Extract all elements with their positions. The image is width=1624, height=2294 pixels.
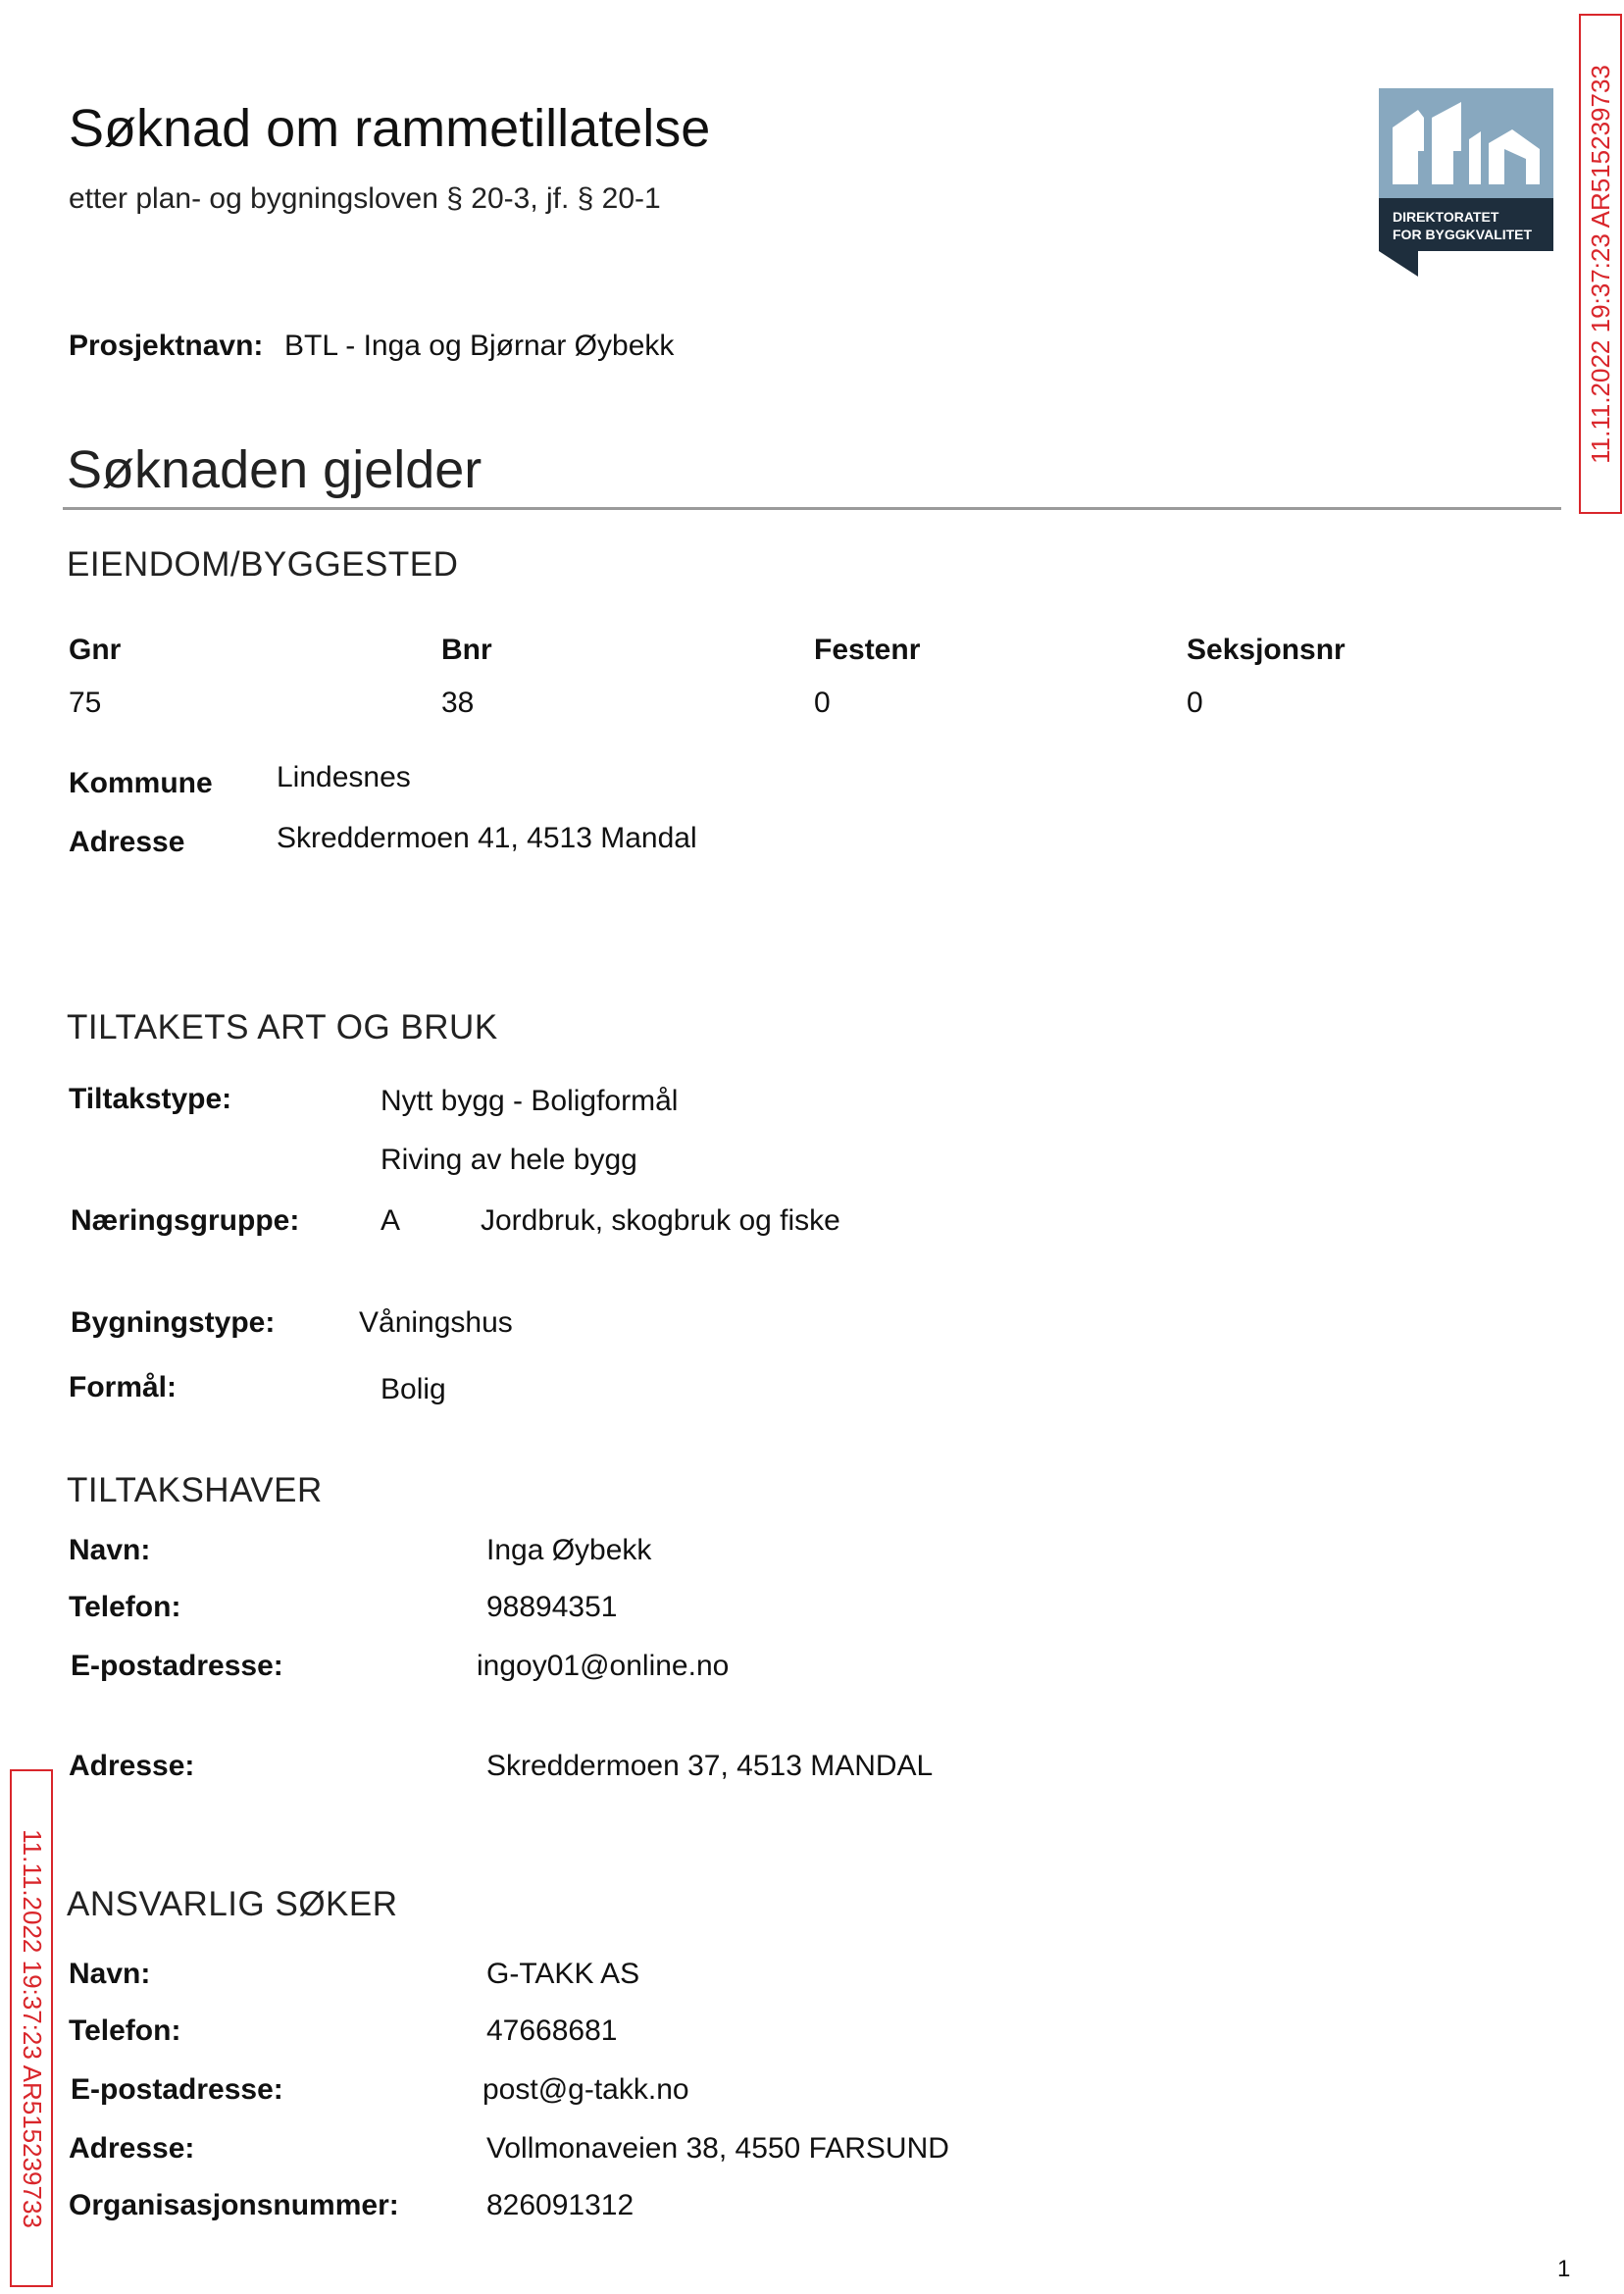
bygningstype-label: Bygningstype: [71, 1306, 276, 1339]
dibk-logo [1379, 88, 1553, 277]
kommune-label: Kommune [69, 767, 213, 799]
svg-text:FOR BYGGKVALITET: FOR BYGGKVALITET [1393, 227, 1533, 242]
tiltakshaver-adresse-label: Adresse: [69, 1750, 195, 1782]
soker-navn-value: G-TAKK AS [486, 1958, 640, 1990]
timestamp-stamp-right [1579, 14, 1622, 514]
section-divider [63, 507, 1561, 510]
tiltakshaver-epost-value: ingoy01@online.no [477, 1650, 730, 1682]
timestamp-stamp-left-text: 11.11.2022 19:37:23 AR515239733 [17, 1828, 47, 2228]
timestamp-stamp-right-text: 11.11.2022 19:37:23 AR515239733 [1585, 64, 1615, 464]
tiltakstype-label: Tiltakstype: [69, 1083, 232, 1115]
section-title: Søknaden gjelder [67, 440, 482, 499]
bnr-value: 38 [441, 687, 475, 719]
svg-text:DIREKTORATET: DIREKTORATET [1393, 209, 1499, 225]
naeringsgruppe-label: Næringsgruppe: [71, 1204, 300, 1237]
adresse-label: Adresse [69, 826, 185, 858]
timestamp-stamp-left [10, 1769, 53, 2287]
adresse-value: Skreddermoen 41, 4513 Mandal [277, 822, 697, 854]
bygningstype-value: Våningshus [359, 1306, 513, 1339]
gnr-label: Gnr [69, 634, 122, 666]
tiltakshaver-adresse-value: Skreddermoen 37, 4513 MANDAL [486, 1750, 934, 1782]
tiltakshaver-telefon-value: 98894351 [486, 1591, 618, 1623]
soker-telefon-label: Telefon: [69, 2014, 181, 2047]
soker-adresse-value: Vollmonaveien 38, 4550 FARSUND [486, 2132, 949, 2165]
naeringsgruppe-value: Jordbruk, skogbruk og fiske [481, 1204, 840, 1237]
dibk-logo-icon [1379, 88, 1553, 277]
gnr-value: 75 [69, 687, 102, 719]
tiltakstype-value-2: Riving av hele bygg [381, 1144, 637, 1176]
project-name-label: Prosjektnavn: [69, 330, 264, 362]
formaal-value: Bolig [381, 1373, 446, 1405]
tiltakshaver-heading: TILTAKSHAVER [67, 1471, 323, 1509]
document-subtitle: etter plan- og bygningsloven § 20-3, jf. § 20-1 [69, 182, 661, 215]
festenr-label: Festenr [814, 634, 921, 666]
tiltakshaver-telefon-label: Telefon: [69, 1591, 181, 1623]
tiltakshaver-epost-label: E-postadresse: [71, 1650, 283, 1682]
seksjonsnr-label: Seksjonsnr [1187, 634, 1345, 666]
tiltakshaver-navn-value: Inga Øybekk [486, 1534, 652, 1566]
soker-orgnr-value: 826091312 [486, 2189, 634, 2221]
kommune-value: Lindesnes [277, 761, 411, 793]
soker-navn-label: Navn: [69, 1958, 151, 1990]
ansvarlig-soker-heading: ANSVARLIG SØKER [67, 1885, 398, 1923]
project-name-value: BTL - Inga og Bjørnar Øybekk [284, 330, 675, 362]
document-title: Søknad om rammetillatelse [69, 99, 711, 158]
seksjonsnr-value: 0 [1187, 687, 1203, 719]
festenr-value: 0 [814, 687, 831, 719]
page-number: 1 [1557, 2256, 1571, 2282]
soker-epost-label: E-postadresse: [71, 2073, 283, 2106]
naeringsgruppe-code: A [381, 1204, 401, 1237]
property-heading: EIENDOM/BYGGESTED [67, 545, 459, 584]
bnr-label: Bnr [441, 634, 492, 666]
tiltak-heading: TILTAKETS ART OG BRUK [67, 1008, 498, 1046]
soker-telefon-value: 47668681 [486, 2014, 618, 2047]
soker-epost-value: post@g-takk.no [482, 2073, 689, 2106]
tiltakstype-value-1: Nytt bygg - Boligformål [381, 1085, 679, 1117]
soker-adresse-label: Adresse: [69, 2132, 195, 2165]
soker-orgnr-label: Organisasjonsnummer: [69, 2189, 399, 2221]
formaal-label: Formål: [69, 1371, 178, 1403]
tiltakshaver-navn-label: Navn: [69, 1534, 151, 1566]
